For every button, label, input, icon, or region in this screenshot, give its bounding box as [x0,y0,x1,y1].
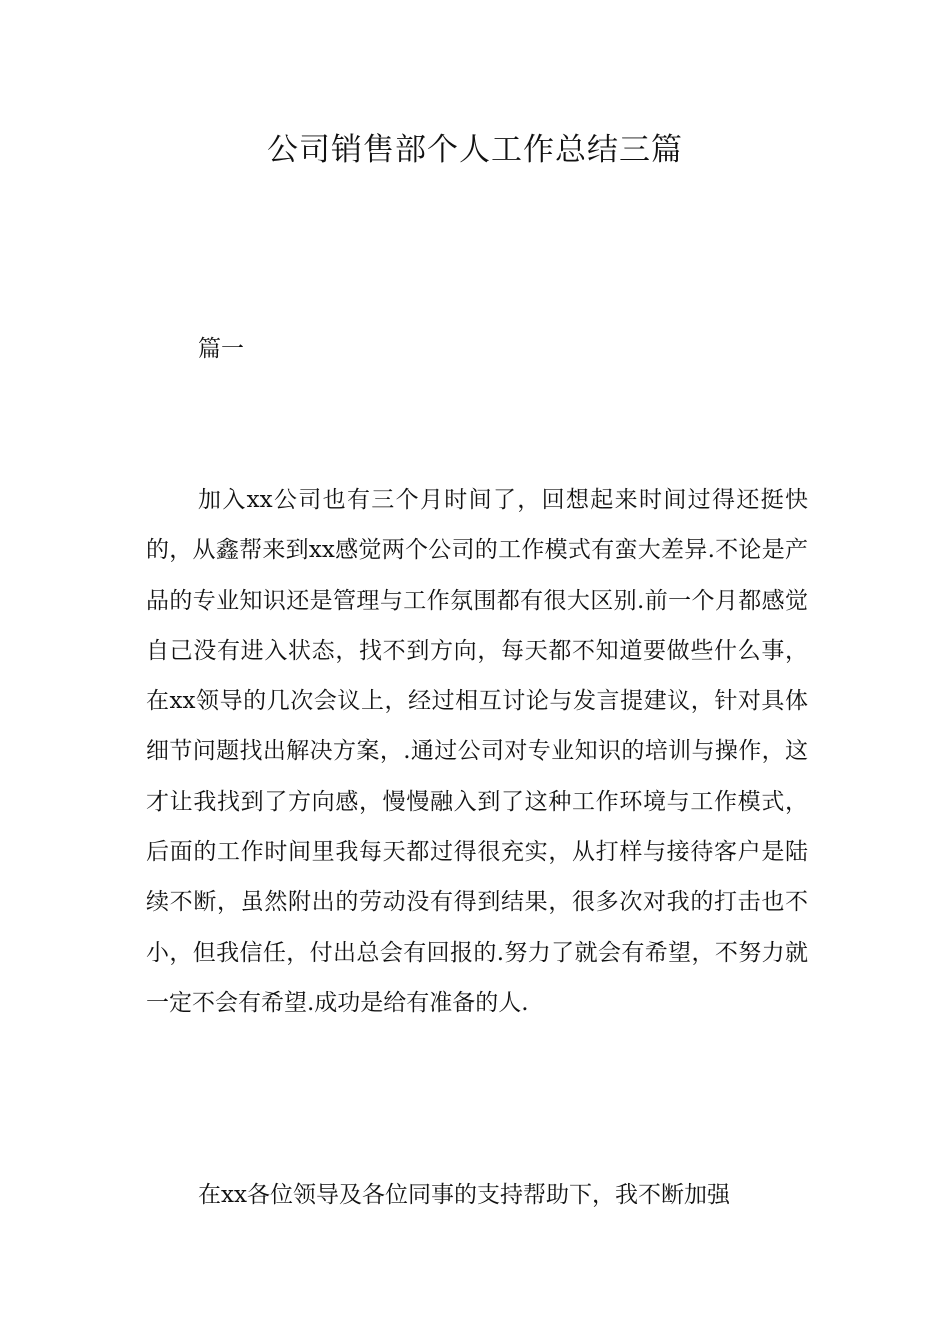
section-heading: 篇一 [198,336,244,362]
body-paragraph: 在xx各位领导及各位同事的支持帮助下，我不断加强 [198,1182,730,1208]
body-paragraph: 加入xx公司也有三个月时间了，回想起来时间过得还挺快的，从鑫帮来到xx感觉两个公司的工作模式有蛮大差异.不论是产品的专业知识还是管理与工作氛围都有很大区别.前一个月都感觉自己没有进入状态，找不到方向，每天都不知道要做些什么事，在xx领导的几次会议上，经过相互讨论与发言提建议，针对具体细节问题找出解决方案，.通过公司对专业知识的培训与操作，这才让我找到了方向感，慢慢融入到了这种工作环境与工作模式，后面的工作时间里我每天都过得很充实，从打样与接待客户是陆续不断，虽然附出的劳动没有得到结果，很多次对我的打击也不小，但我信任，付出总会有回报的.努力了就会有希望，不努力就一定不会有希望.成功是给有准备的人. [146,487,808,1016]
document-title: 公司销售部个人工作总结三篇 [267,132,683,168]
